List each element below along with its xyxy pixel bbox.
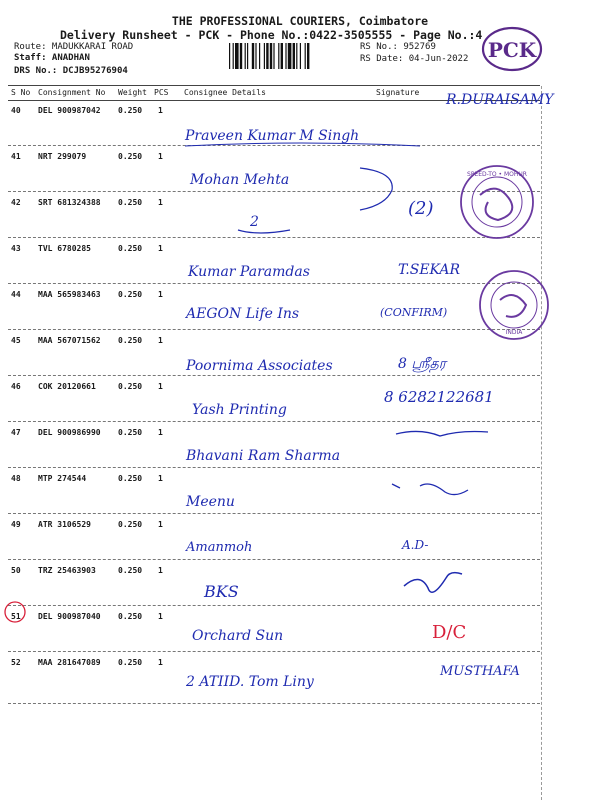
row-sno: 48: [11, 474, 21, 483]
row-weight: 0.250: [118, 290, 143, 299]
row-sno: 49: [11, 520, 21, 529]
row-weight: 0.250: [118, 106, 143, 115]
consignee-48: Meenu: [186, 494, 235, 510]
col-consignment: Consignment No: [38, 88, 106, 97]
consignee-46: Yash Printing: [192, 402, 287, 418]
row-sno: 43: [11, 244, 21, 253]
consignee-42: 2: [250, 214, 259, 230]
row-consignment-no: TRZ 25463903: [38, 566, 96, 575]
row-consignment-no: NRT 299079: [38, 152, 87, 161]
row-pcs: 1: [158, 106, 163, 115]
signature-49: A.D-: [402, 538, 429, 552]
row-pcs: 1: [158, 612, 163, 621]
pck-stamp: [481, 25, 543, 73]
row-pcs: 1: [158, 244, 163, 253]
row-pcs: 1: [158, 290, 163, 299]
row-weight: 0.250: [118, 520, 143, 529]
rs-number: RS No.: 952769: [360, 42, 436, 52]
pck-stamp-text: PCK: [487, 38, 537, 62]
row-weight: 0.250: [118, 474, 143, 483]
barcode-image: [229, 43, 341, 69]
row-pcs: 1: [158, 474, 163, 483]
row-weight: 0.250: [118, 198, 143, 207]
col-weight: Weight: [118, 88, 147, 97]
margin-line: [541, 86, 542, 800]
signature-42: (2): [408, 198, 434, 219]
signature-51: D/C: [432, 622, 467, 643]
consignee-52: 2 ATIID. Tom Liny: [186, 674, 314, 690]
staff-label: Staff: ANADHAN: [14, 53, 90, 63]
row-consignment-no: DEL 900987042: [38, 106, 101, 115]
barcode-bar: [288, 43, 292, 69]
company-title: THE PROFESSIONAL COURIERS, Coimbatore: [171, 14, 429, 28]
consignee-44: AEGON Life Ins: [186, 306, 300, 322]
col-sno: S No: [11, 88, 31, 97]
barcode-bar: [247, 43, 248, 69]
table-row: [8, 514, 540, 560]
barcode-bar: [296, 43, 297, 69]
consignee-40: Praveen Kumar M Singh: [185, 128, 360, 144]
row-sno: 42: [11, 198, 21, 207]
row-consignment-no: ATR 3106529: [38, 520, 91, 529]
consignee-49: Amanmoh: [186, 540, 253, 555]
table-row: [8, 468, 540, 514]
barcode-bar: [293, 43, 295, 69]
row-consignment-no: DEL 900986990: [38, 428, 101, 437]
barcode-bar: [252, 43, 254, 69]
signature-44: (CONFIRM): [380, 306, 448, 319]
runsheet-subtitle: Delivery Runsheet - PCK - Phone No.:0422-3505555 - Page No.:4: [60, 28, 483, 42]
consignee-41: Mohan Mehta: [190, 172, 290, 188]
barcode-bar: [273, 43, 274, 69]
barcode-bar: [233, 43, 234, 69]
row-pcs: 1: [158, 152, 163, 161]
drs-number: DRS No.: DCJB95276904: [14, 66, 128, 76]
signature-46: 8 6282122681: [384, 388, 494, 406]
table-row: [8, 560, 540, 606]
row-consignment-no: MTP 274544: [38, 474, 87, 483]
row-weight: 0.250: [118, 152, 143, 161]
consignee-45: Poornima Associates: [186, 358, 333, 374]
row-sno: 45: [11, 336, 21, 345]
col-consignee: Consignee Details: [184, 88, 266, 97]
barcode-bar: [285, 43, 286, 69]
row-weight: 0.250: [118, 612, 143, 621]
row-pcs: 1: [158, 566, 163, 575]
barcode-bar: [259, 43, 260, 69]
signature-52: MUSTHAFA: [440, 664, 520, 679]
row-sno: 41: [11, 152, 21, 161]
row-pcs: 1: [158, 428, 163, 437]
round-stamp-1-text: SPEED-TO • MOHUR: [467, 171, 527, 178]
row-pcs: 1: [158, 198, 163, 207]
row-consignment-no: MAA 567071562: [38, 336, 101, 345]
barcode-bar: [300, 43, 301, 69]
route-label: Route: MADUKKARAI ROAD: [14, 42, 134, 52]
row-pcs: 1: [158, 658, 163, 667]
row-consignment-no: MAA 281647089: [38, 658, 101, 667]
rs-date: RS Date: 04-Jun-2022: [360, 54, 469, 64]
barcode-bar: [281, 43, 283, 69]
row-weight: 0.250: [118, 658, 143, 667]
barcode-bar: [264, 43, 265, 69]
row-consignment-no: MAA 565983463: [38, 290, 101, 299]
consignee-50: BKS: [204, 582, 239, 601]
barcode-bar: [235, 43, 239, 69]
row-consignment-no: SRT 681324388: [38, 198, 101, 207]
barcode-bar: [240, 43, 242, 69]
row-weight: 0.250: [118, 428, 143, 437]
barcode-bar: [266, 43, 268, 69]
col-signature: Signature: [376, 88, 420, 97]
row-weight: 0.250: [118, 566, 143, 575]
row-weight: 0.250: [118, 382, 143, 391]
row-sno: 47: [11, 428, 21, 437]
row-consignment-no: COK 20120661: [38, 382, 96, 391]
row-sno: 44: [11, 290, 21, 299]
barcode-bar: [255, 43, 256, 69]
consignee-43: Kumar Paramdas: [188, 264, 310, 280]
barcode-bar: [278, 43, 279, 69]
signature-45: 8 ஸ்ரீதர: [398, 356, 446, 372]
consignee-51: Orchard Sun: [192, 628, 284, 644]
table-row: [8, 192, 540, 238]
barcode-bar: [307, 43, 309, 69]
round-stamp-2-text: INDIA: [505, 329, 523, 336]
row-consignment-no: DEL 900987040: [38, 612, 101, 621]
barcode-bar: [245, 43, 246, 69]
row-weight: 0.250: [118, 244, 143, 253]
signature-43: T.SEKAR: [398, 262, 461, 278]
row-consignment-no: TVL 6780285: [38, 244, 91, 253]
row-pcs: 1: [158, 520, 163, 529]
row-weight: 0.250: [118, 336, 143, 345]
row-sno: 46: [11, 382, 21, 391]
row-sno: 51: [11, 612, 21, 621]
row-sno: 50: [11, 566, 21, 575]
barcode-bar: [229, 43, 230, 69]
row-pcs: 1: [158, 336, 163, 345]
row-sno: 52: [11, 658, 21, 667]
barcode-bar: [305, 43, 306, 69]
signature-40: R.DURAISAMY: [446, 92, 554, 108]
row-pcs: 1: [158, 382, 163, 391]
barcode-bar: [270, 43, 272, 69]
row-sno: 40: [11, 106, 21, 115]
consignee-47: Bhavani Ram Sharma: [186, 448, 341, 464]
col-pcs: PCS: [154, 88, 169, 97]
